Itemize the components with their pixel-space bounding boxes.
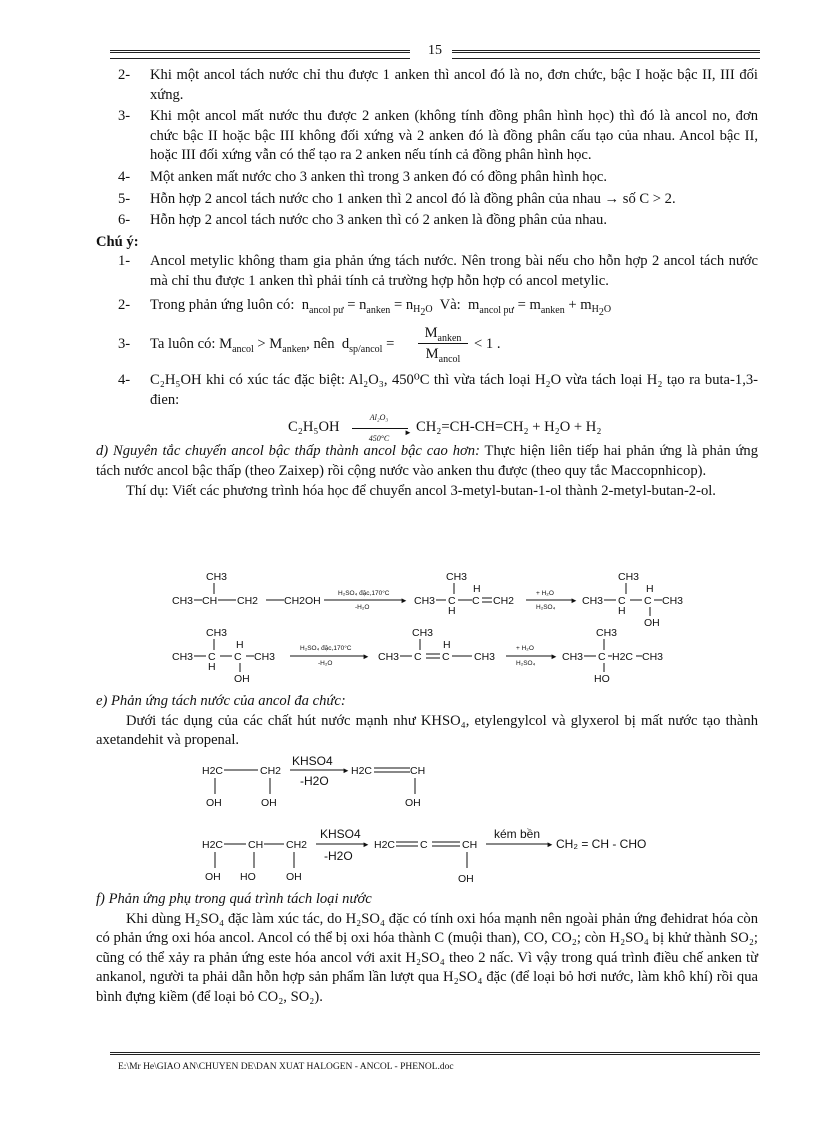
svg-text:C: C	[644, 595, 652, 607]
svg-text:H2C: H2C	[202, 839, 224, 851]
svg-text:C: C	[448, 595, 456, 607]
svg-text:►: ►	[342, 766, 350, 775]
svg-text:CH3: CH3	[206, 627, 228, 639]
svg-text:HO: HO	[240, 871, 256, 883]
svg-text:H₂SO₄: H₂SO₄	[516, 660, 536, 667]
svg-text:OH: OH	[458, 873, 474, 885]
svg-text:CH3: CH3	[582, 595, 604, 607]
temperature: 450°C	[368, 434, 390, 444]
svg-text:HO: HO	[594, 673, 610, 685]
footer-path: E:\Mr He\GIAO AN\CHUYEN DE\DAN XUAT HALOGEN - ANCOL - PHENOL.doc	[118, 1062, 454, 1072]
svg-text:CH3: CH3	[474, 651, 496, 663]
svg-text:H: H	[473, 583, 481, 595]
svg-text:C: C	[420, 839, 428, 851]
svg-text:H: H	[448, 605, 456, 617]
svg-text:H: H	[236, 639, 244, 651]
svg-text:CH3: CH3	[414, 595, 436, 607]
svg-text:H: H	[618, 605, 626, 617]
svg-text:H: H	[208, 661, 216, 673]
list-item: 4- Một anken mất nước cho 3 anken thì trong 3 anken đó có đồng phân hình học.	[118, 168, 607, 185]
svg-text:CH: CH	[202, 595, 218, 607]
svg-text:CH3: CH3	[412, 627, 434, 639]
svg-text:►: ►	[362, 840, 370, 849]
svg-text:CH3: CH3	[172, 651, 194, 663]
svg-text:CH3: CH3	[662, 595, 684, 607]
svg-text:+ H₂O: + H₂O	[516, 645, 534, 652]
svg-text:►: ►	[570, 596, 578, 605]
products: CH₂=CH-CH=CH₂ + H₂O + H₂	[416, 419, 602, 436]
list-item: 2- Khi một ancol tách nước chỉ thu được 1 anken thì ancol đó là no, đơn chức, bậc I hoặc bậc II, III đối xứng.	[118, 67, 758, 103]
formula-moles: $n_{ancol pư} = n_{anken} = n_{H_2O}$	[298, 296, 433, 319]
svg-text:OH: OH	[261, 797, 277, 809]
section-f-text: Khi dùng H₂SO₄ đặc làm xúc tác, do H₂SO₄ đặc có tính oxi hóa mạnh nên ngoài phản ứng đehidrat hóa còn có phản ứng oxi hóa ancol. Ancol có thể bị oxi hóa thành C (muội than), CO, CO₂; còn H₂SO₄ bị khử thành SO₂; cũng có thể xảy ra phản ứng este hóa ancol với axit H₂SO₄ theo 2 nấc. Vì vậy trong quá trình điều chế anken từ ankanol, người ta phải dẫn hỗn hợp sản phẩm lần lượt qua H₂SO₄ đặc (để loại bỏ hơi nước, làm khô khí) rồi qua bình đựng kiềm (để loại bỏ CO₂, SO₂).	[96, 910, 758, 1005]
ethylene-glycol-reaction	[202, 754, 425, 809]
svg-text:KHSO4: KHSO4	[292, 754, 333, 768]
svg-text:CH3: CH3	[596, 627, 618, 639]
svg-text:►: ►	[550, 652, 558, 661]
page-number: 15	[428, 43, 442, 58]
svg-text:CH3: CH3	[378, 651, 400, 663]
svg-text:H2C: H2C	[202, 765, 224, 777]
fraction-tail: < 1 .	[474, 336, 501, 353]
note-item: 2- Trong phản ứng luôn có: $n_{ancol pư} = n_{anken} = n_{H_2O}$ Và: $m_{ancol pư} = m_{anken} + m_{H_2O}$	[118, 296, 612, 319]
svg-text:OH: OH	[405, 797, 421, 809]
fraction: $M_{anken}$ $M_{ancol}$	[418, 323, 468, 364]
note-item: 1- Ancol metylic không tham gia phản ứng tách nước. Nên trong bài nếu cho hỗn hợp 2 ancol tách nước mà chỉ thu được 1 anken thì phải tính cả trường hợp hỗn hợp có ancol metylic.	[118, 253, 758, 289]
glycerol-reaction	[202, 827, 646, 885]
svg-text:C: C	[208, 651, 216, 663]
section-d: d) Nguyên tắc chuyển ancol bậc thấp thành ancol bậc cao hơn: Thực hiện liên tiếp hai phản ứng là phản ứng tách nước ancol bậc thấp (theo Zaixep) rồi cộng nước vào anken thu được (theo quy tắc Maccopnhicop).	[96, 443, 758, 479]
svg-text:C: C	[234, 651, 242, 663]
svg-text:H2C: H2C	[351, 765, 373, 777]
svg-text:C: C	[472, 595, 480, 607]
svg-text:OH: OH	[644, 617, 660, 629]
footer-rule	[110, 1052, 760, 1059]
svg-text:H₂SO₄ đặc,170°C: H₂SO₄ đặc,170°C	[300, 645, 352, 652]
note3-text: Ta luôn có: $M_{ancol} > M_{anken}$, nên $d_{sp/ancol}$ =	[150, 336, 395, 356]
note-item: 4- C₂H₅OH khi có xúc tác đặc biệt: Al₂O₃, 450⁰C thì vừa tách loại H₂O vừa tách loại H₂ tạo ra buta-1,3-đien:	[118, 372, 758, 408]
svg-text:kém bền: kém bền	[494, 827, 541, 841]
svg-text:-H2O: -H2O	[324, 849, 353, 863]
svg-text:CH: CH	[248, 839, 264, 851]
svg-text:►: ►	[400, 596, 408, 605]
svg-text:CH₂ = CH - CHO: CH₂ = CH - CHO	[556, 837, 647, 851]
catalyst: Al₂O₃	[369, 413, 389, 423]
svg-text:C: C	[442, 651, 450, 663]
svg-text:C: C	[618, 595, 626, 607]
svg-text:OH: OH	[205, 871, 221, 883]
svg-text:CH3: CH3	[562, 651, 584, 663]
reactant: C₂H₅OH	[288, 419, 340, 436]
svg-text:+ H₂O: + H₂O	[536, 590, 554, 597]
svg-text:C: C	[598, 651, 606, 663]
formula-mass: $m_{ancol pư} = m_{anken} + m_{H_2O}$	[464, 296, 612, 319]
svg-text:H₂SO₄: H₂SO₄	[536, 604, 556, 611]
section-e-text: Dưới tác dụng của các chất hút nước mạnh như KHSO₄, etylengylcol và glyxerol bị mất nước tạo thành axetandehit và propenal.	[96, 712, 758, 749]
ch3-left: CH3	[172, 595, 194, 607]
svg-text:CH2OH: CH2OH	[284, 595, 321, 607]
svg-text:H2C: H2C	[374, 839, 396, 851]
svg-text:OH: OH	[206, 797, 222, 809]
svg-text:CH3: CH3	[446, 571, 468, 583]
svg-text:CH2: CH2	[493, 595, 515, 607]
svg-text:CH3: CH3	[254, 651, 276, 663]
svg-text:CH2: CH2	[286, 839, 308, 851]
page-content-3	[96, 890, 758, 1008]
svg-text:CH2: CH2	[260, 765, 282, 777]
list-item: 6- Hỗn hợp 2 ancol tách nước cho 3 anken thì có 2 anken là đồng phân của nhau.	[118, 212, 607, 229]
svg-text:H: H	[646, 583, 654, 595]
svg-text:CH2: CH2	[237, 595, 259, 607]
svg-text:CH3: CH3	[618, 571, 640, 583]
note-heading: Chú ý:	[96, 233, 139, 250]
note-item: 3- Ta luôn có: $M_{ancol} > M_{anken}$, nên $d_{sp/ancol}$ = $M_{anken}$ $M_{ancol}$ < 1 .	[118, 325, 501, 366]
svg-text:-H2O: -H2O	[300, 774, 329, 788]
ch3-branch: CH3	[206, 571, 228, 583]
svg-text:H₂SO₄ đặc,170°C: H₂SO₄ đặc,170°C	[338, 590, 390, 597]
svg-text:-H₂O: -H₂O	[355, 604, 370, 611]
svg-text:H2C: H2C	[612, 651, 634, 663]
svg-text:C: C	[414, 651, 422, 663]
svg-text:CH: CH	[462, 839, 478, 851]
svg-text:OH: OH	[234, 673, 250, 685]
svg-text:►: ►	[362, 652, 370, 661]
svg-text:-H₂O: -H₂O	[318, 660, 333, 667]
svg-text:KHSO4: KHSO4	[320, 827, 361, 841]
section-f-title: f) Phản ứng phụ trong quá trình tách loại nước	[96, 891, 372, 907]
svg-text:CH3: CH3	[642, 651, 664, 663]
list-item: 5- Hỗn hợp 2 ancol tách nước cho 1 anken thì 2 ancol đó là đồng phân của nhau → số C > 2.	[118, 190, 676, 207]
svg-text:OH: OH	[286, 871, 302, 883]
svg-text:►: ►	[546, 840, 554, 849]
arrow-head: ►	[404, 428, 412, 438]
section-e-title: e) Phản ứng tách nước của ancol đa chức:	[96, 693, 346, 709]
svg-text:H: H	[443, 639, 451, 651]
list-item: 3- Khi một ancol mất nước thu được 2 anken (không tính đồng phân hình học) thì đó là ancol no, đơn chức bậc II hoặc bậc III không đối xứng và 2 anken đó là đồng phân cấu tạo của nhau. Ancol bậc II, hoặc III đối xứng vẫn có thể tạo ra 2 anken nếu tính cả đồng phân hình học.	[118, 108, 758, 164]
svg-text:CH: CH	[410, 765, 426, 777]
section-d-example: Thí dụ: Viết các phương trình hóa học để chuyển ancol 3-metyl-butan-1-ol thành 2-metyl-butan-2-ol.	[126, 482, 716, 499]
